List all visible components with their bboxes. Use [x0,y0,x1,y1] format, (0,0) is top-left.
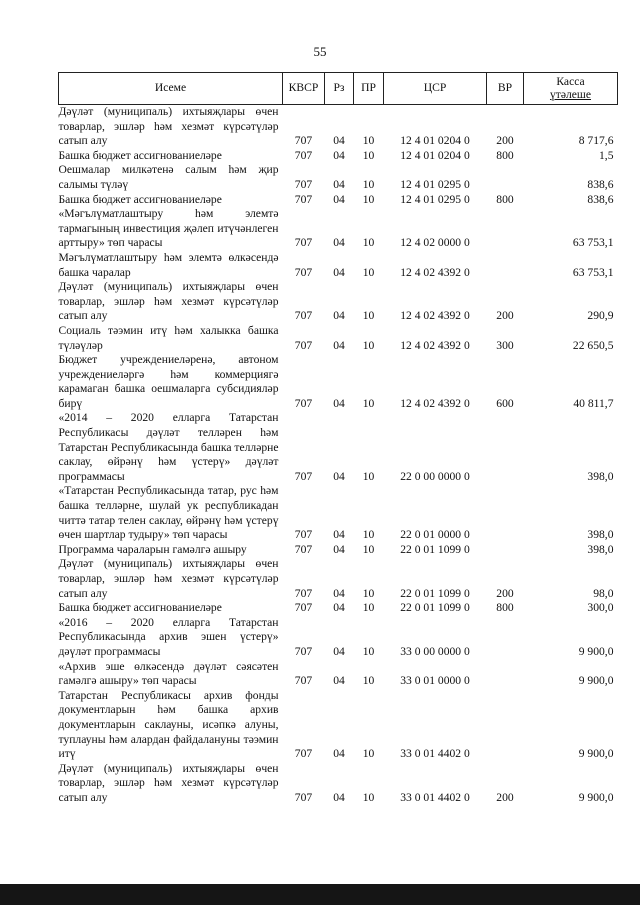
cell-kassa: 398,0 [587,528,614,542]
header-name: Исеме [59,73,283,105]
cell-kassa: 40 811,7 [573,396,614,410]
cell-name: Татарстан Республикасы архив фонды документларын һәм башка архив документларын саклауны, исәпкә алуны, туплауны һәм алардан файдалануны тәэмин итү [58,688,279,761]
cell-kvsr: 707 [294,177,313,191]
table-row [59,163,618,192]
scan-bottom-edge [0,884,640,905]
table-row [59,543,618,558]
cell-kvsr: 707 [294,747,313,761]
cell-name: «2016 – 2020 елларга Татарстан Республикасында архив эшен үстерү» дәүләт программасы [58,615,279,658]
cell-vr: 200 [496,309,514,323]
table-row [59,660,618,689]
cell-kvsr: 707 [294,236,313,250]
cell-csr: 12 4 02 0000 0 [400,236,470,250]
cell-kassa: 300,0 [587,601,614,615]
table-row [59,149,618,164]
table-row [59,689,618,762]
cell-csr: 22 0 01 1099 0 [400,586,470,600]
header-kassa [524,73,618,105]
cell-kvsr: 707 [294,338,313,352]
cell-rz: 04 [333,338,345,352]
table-row [59,105,618,149]
budget-table [58,72,618,806]
cell-pr: 10 [362,644,375,658]
cell-vr [487,163,524,192]
cell-pr: 10 [362,601,375,615]
cell-rz: 04 [333,601,345,615]
header-pr: ПР [354,73,384,105]
cell-pr: 10 [362,747,375,761]
cell-vr: 200 [496,790,514,804]
cell-kassa: 398,0 [587,542,614,556]
cell-name: Дәүләт (муниципаль) ихтыяҗлары өчен товарлар, эшләр һәм хезмәт күрсәтүләр сатып алу [58,105,279,148]
cell-name: Мәгълүматлаштыру һәм элемтә өлкәсендә башка чаралар [58,250,279,279]
cell-rz: 04 [333,469,345,483]
table-row [59,601,618,616]
cell-vr [487,543,524,558]
cell-kassa: 9 900,0 [578,747,614,761]
cell-rz: 04 [333,542,345,556]
cell-rz: 04 [333,644,345,658]
cell-csr: 22 0 01 1099 0 [400,601,470,615]
cell-vr: 800 [496,601,514,615]
cell-pr: 10 [362,236,375,250]
cell-name: Программа чараларын гамәлгә ашыру [58,542,247,556]
cell-kassa: 290,9 [587,309,614,323]
cell-pr: 10 [362,790,375,804]
cell-csr: 22 0 01 0000 0 [400,528,470,542]
cell-pr: 10 [362,674,375,688]
table-row [59,557,618,601]
cell-csr: 33 0 00 0000 0 [400,644,470,658]
cell-csr: 33 0 01 4402 0 [400,747,470,761]
cell-name: Башка бюджет ассигнованиеләре [58,192,222,206]
cell-vr: 200 [496,586,514,600]
cell-name: «Мәгълүматлаштыру һәм элемтә тармагының инвестиция җәлеп итүчәнлеген арттыру» төп чарасы [58,207,279,250]
cell-name: Социаль тәэмин итү һәм халыкка башка түләүләр [58,323,279,352]
cell-rz: 04 [333,134,345,148]
cell-vr: 300 [496,338,514,352]
cell-kvsr: 707 [294,674,313,688]
cell-vr [487,207,524,251]
cell-kvsr: 707 [294,265,313,279]
cell-kassa: 398,0 [587,469,614,483]
cell-name: Дәүләт (муниципаль) ихтыяҗлары өчен товарлар, эшләр һәм хезмәт күрсәтүләр сатып алу [58,557,279,600]
cell-csr: 12 4 02 4392 0 [400,396,470,410]
cell-rz: 04 [333,192,345,206]
cell-kvsr: 707 [294,148,313,162]
cell-name: Дәүләт (муниципаль) ихтыяҗлары өчен товарлар, эшләр һәм хезмәт күрсәтүләр сатып алу [58,761,279,804]
cell-kassa: 1,5 [599,148,614,162]
cell-vr [487,411,524,484]
cell-csr: 12 4 02 4392 0 [400,309,470,323]
cell-kvsr: 707 [294,469,313,483]
cell-name: Оешмалар милкәтенә салым һәм җир салымы түләү [58,163,279,191]
cell-vr [487,484,524,542]
cell-vr [487,616,524,660]
cell-kvsr: 707 [294,586,313,600]
cell-kassa: 9 900,0 [578,644,614,658]
cell-rz: 04 [333,236,345,250]
cell-csr: 12 4 02 4392 0 [400,338,470,352]
header-vr: ВР [487,73,524,105]
cell-rz: 04 [333,790,345,804]
cell-pr: 10 [362,265,375,279]
cell-name: Дәүләт (муниципаль) ихтыяҗлары өчен товарлар, эшләр һәм хезмәт күрсәтүләр сатып алу [58,280,279,323]
cell-pr: 10 [362,542,375,556]
cell-csr: 33 0 01 4402 0 [400,790,470,804]
cell-kassa: 9 900,0 [578,674,614,688]
cell-kvsr: 707 [294,192,313,206]
cell-pr: 10 [362,192,375,206]
cell-kvsr: 707 [294,644,313,658]
cell-rz: 04 [333,528,345,542]
table-header-row [59,73,618,105]
cell-name: Башка бюджет ассигнованиеләре [58,601,222,615]
table-row [59,616,618,660]
header-kassa-line1: Касса [556,75,585,88]
page-number: 55 [313,44,327,59]
cell-csr: 12 4 01 0295 0 [400,177,470,191]
header-csr: ЦСР [384,73,487,105]
cell-rz: 04 [333,747,345,761]
cell-pr: 10 [362,469,375,483]
table-row [59,251,618,280]
table-row [59,411,618,484]
cell-vr [487,251,524,280]
cell-kassa: 63 753,1 [572,265,614,279]
cell-csr: 22 0 00 0000 0 [400,469,470,483]
cell-kvsr: 707 [294,528,313,542]
cell-kassa: 63 753,1 [572,236,614,250]
cell-name: «2014 – 2020 елларга Татарстан Республикасы дәүләт телләрен һәм Татарстан Республикасында башка телләрне саклау, өйрәнү һәм үстерү» дәүләт программасы [58,411,279,483]
table-row [59,280,618,324]
cell-pr: 10 [362,177,375,191]
cell-csr: 12 4 01 0204 0 [400,134,470,148]
cell-pr: 10 [362,309,375,323]
cell-kvsr: 707 [294,309,313,323]
cell-pr: 10 [362,396,375,410]
cell-name: Башка бюджет ассигнованиеләре [58,148,222,162]
cell-name: «Архив эше өлкәсендә дәүләт сәясәтен гамәлгә ашыру» төп чарасы [58,659,279,688]
cell-rz: 04 [333,148,345,162]
cell-pr: 10 [362,338,375,352]
cell-kassa: 838,6 [587,177,614,191]
cell-kvsr: 707 [294,790,313,804]
cell-kassa: 22 650,5 [572,338,614,352]
header-kvsr: КВСР [283,73,325,105]
cell-csr: 12 4 01 0204 0 [400,148,470,162]
table-row [59,193,618,208]
cell-pr: 10 [362,148,375,162]
cell-vr: 600 [496,396,514,410]
cell-kassa: 9 900,0 [578,790,614,804]
cell-name: Бюджет учреждениеләренә, автоном учреждениеләргә һәм коммерциягә карамаган башка оешмаларга субсидияләр бирү [58,353,279,410]
cell-vr [487,660,524,689]
table-row [59,484,618,542]
cell-kvsr: 707 [294,542,313,556]
cell-rz: 04 [333,265,345,279]
cell-vr: 800 [496,192,514,206]
cell-kvsr: 707 [294,601,313,615]
cell-vr: 800 [496,148,514,162]
header-kassa-line2: үтәлеше [549,87,591,101]
cell-csr: 12 4 01 0295 0 [400,192,470,206]
cell-kvsr: 707 [294,396,313,410]
cell-vr [487,689,524,762]
cell-kassa: 8 717,6 [578,134,614,148]
cell-csr: 33 0 01 0000 0 [400,674,470,688]
cell-kvsr: 707 [294,134,313,148]
cell-rz: 04 [333,177,345,191]
cell-kassa: 98,0 [593,586,614,600]
cell-rz: 04 [333,586,345,600]
cell-pr: 10 [362,528,375,542]
cell-rz: 04 [333,309,345,323]
header-rz: Рз [325,73,354,105]
cell-name: «Татарстан Республикасында татар, рус һәм башка телләрне, шулай ук республикадан читтә татар телен саклау, өйрәнү һәм үстерү өчен шартлар тудыру» төп чарасы [58,484,279,542]
table-row [59,762,618,806]
cell-rz: 04 [333,396,345,410]
cell-pr: 10 [362,586,375,600]
cell-pr: 10 [362,134,375,148]
cell-csr: 22 0 01 1099 0 [400,542,470,556]
cell-vr: 200 [496,134,514,148]
table-row [59,353,618,411]
cell-kassa: 838,6 [587,192,614,206]
table-row [59,207,618,251]
cell-csr: 12 4 02 4392 0 [400,265,470,279]
table-row [59,324,618,353]
cell-rz: 04 [333,674,345,688]
